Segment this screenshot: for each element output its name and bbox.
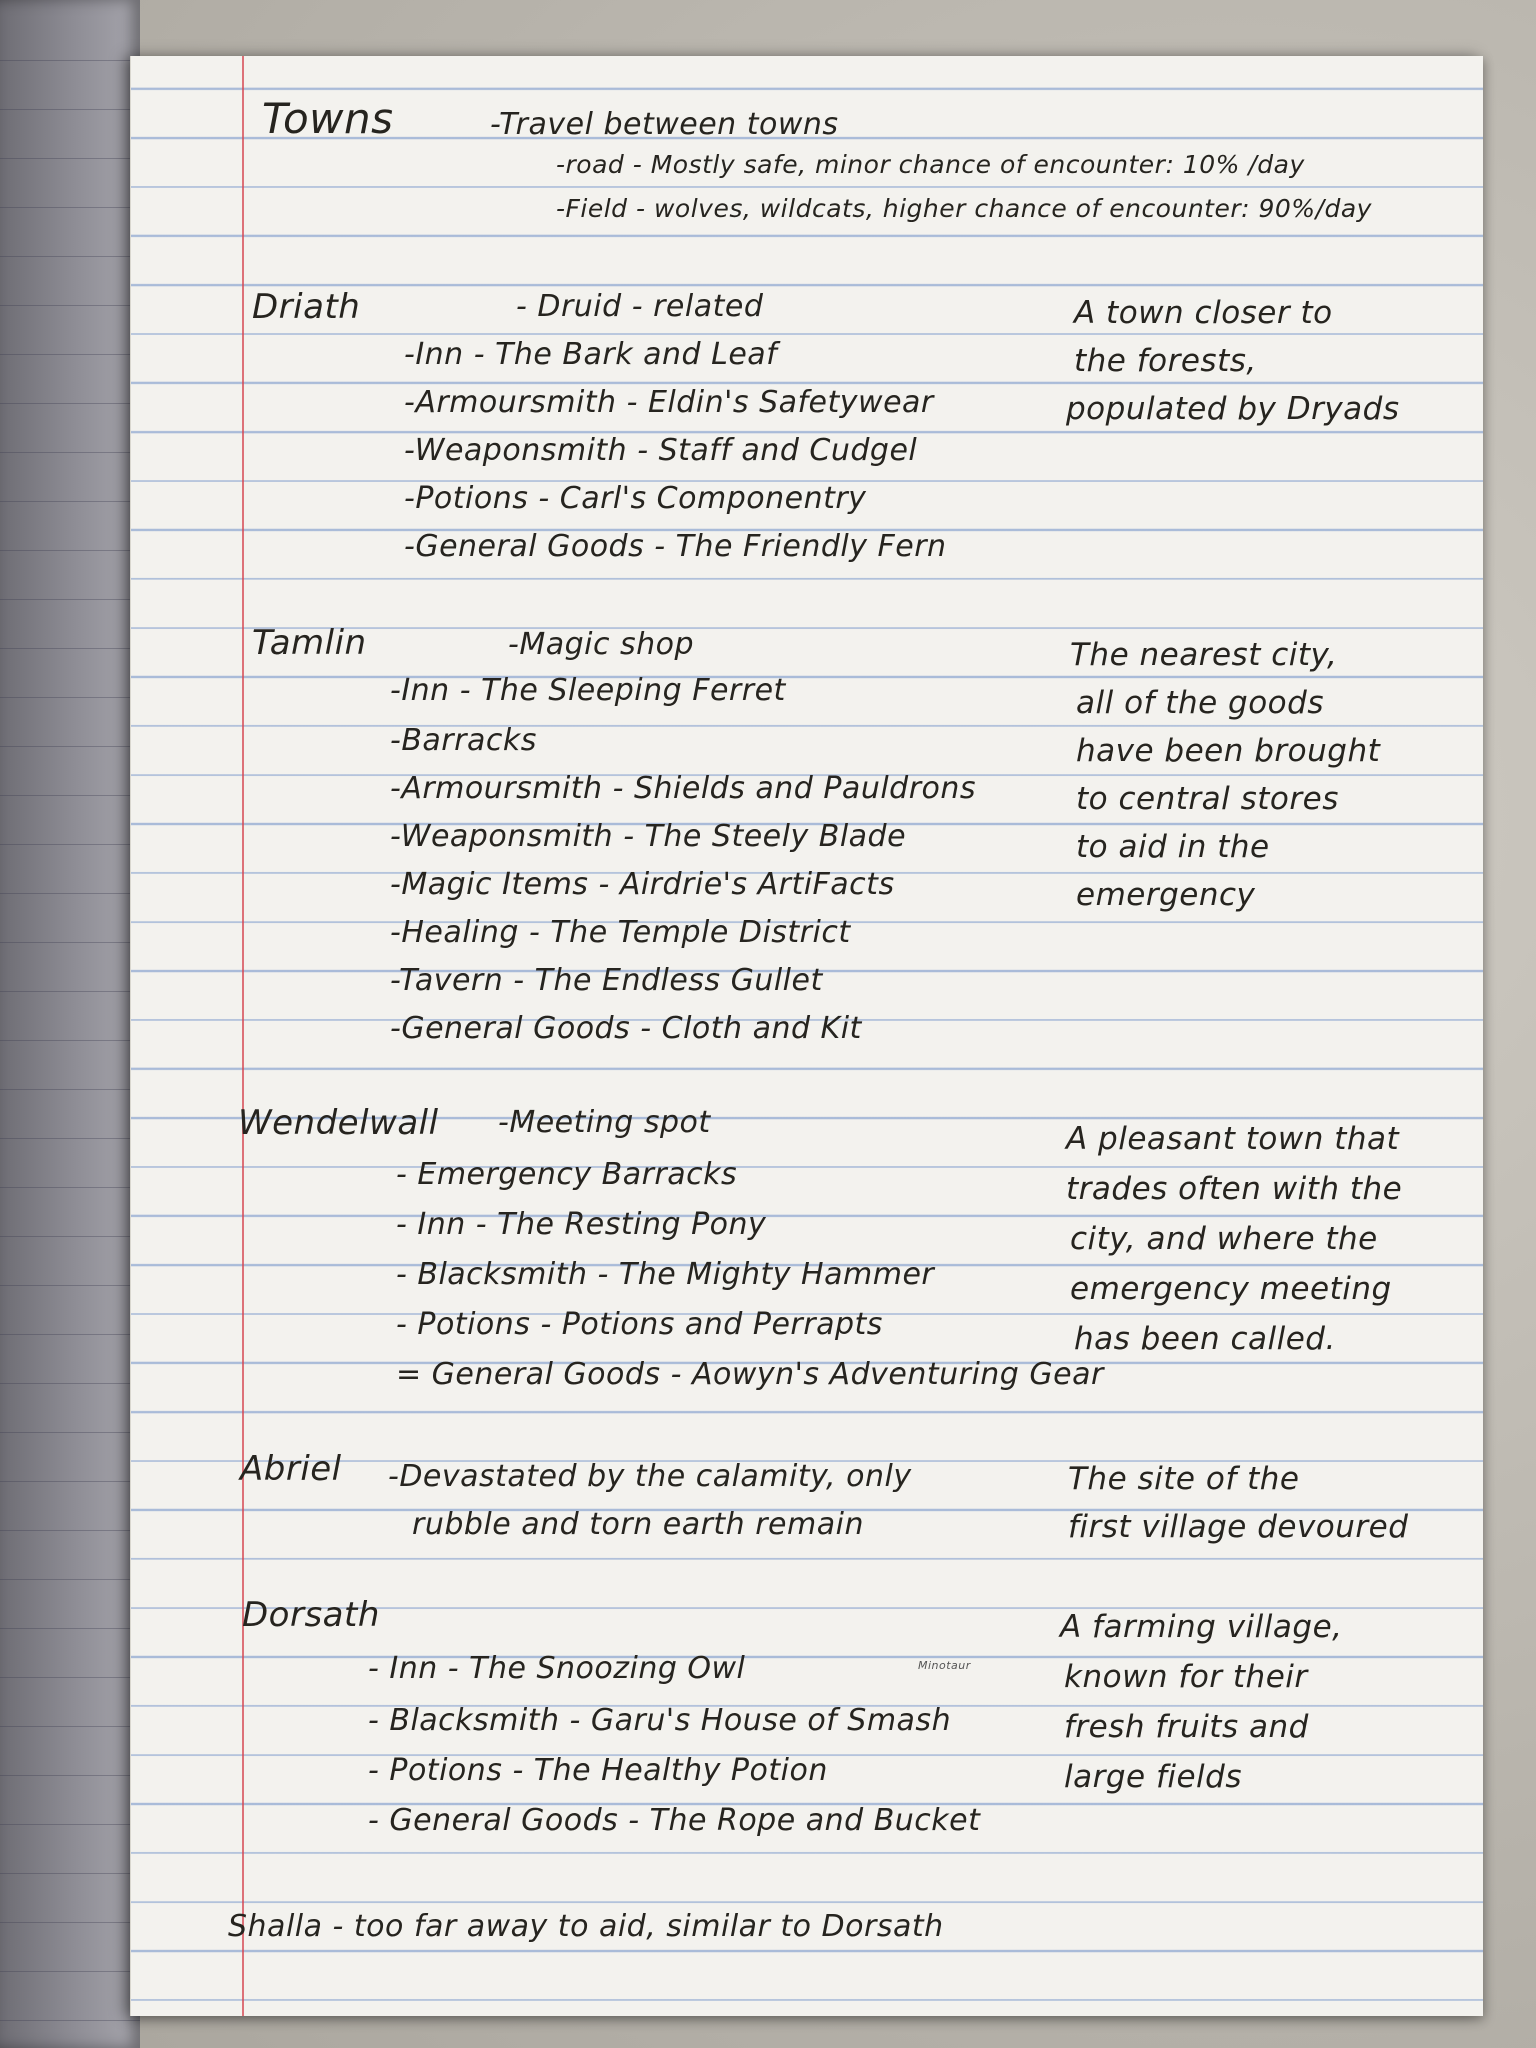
facing-page-rule bbox=[0, 109, 140, 110]
list-item: - Potions - Potions and Perrapts bbox=[396, 1307, 883, 1342]
town-desc-line: A town closer to bbox=[1074, 295, 1333, 331]
facing-page-rule bbox=[0, 1138, 140, 1139]
facing-page-rule bbox=[0, 1334, 140, 1335]
facing-page-rule bbox=[0, 746, 140, 747]
town-note-line: rubble and torn earth remain bbox=[412, 1507, 864, 1542]
list-item: -Armoursmith - Eldin's Safetywear bbox=[404, 385, 934, 420]
facing-page-rule bbox=[0, 893, 140, 894]
facing-page-rule bbox=[0, 991, 140, 992]
facing-page-rule bbox=[0, 1971, 140, 1972]
list-item: -Weaponsmith - Staff and Cudgel bbox=[404, 433, 918, 468]
list-item: - Inn - The Snoozing Owl bbox=[368, 1651, 746, 1686]
town-name-abriel: Abriel bbox=[240, 1449, 342, 1489]
facing-page-rule bbox=[0, 1922, 140, 1923]
town-name-wendelwall: Wendelwall bbox=[238, 1103, 439, 1143]
page-title: Towns bbox=[262, 94, 394, 143]
town-desc-line: A pleasant town that bbox=[1066, 1121, 1400, 1157]
town-name-driath: Driath bbox=[252, 287, 361, 327]
travel-road: -road - Mostly safe, minor chance of encounter: 10% /day bbox=[556, 150, 1305, 179]
facing-page-rule bbox=[0, 550, 140, 551]
list-item: -Inn - The Sleeping Ferret bbox=[390, 673, 786, 708]
town-desc-line: the forests, bbox=[1074, 343, 1257, 379]
facing-page-rule bbox=[0, 207, 140, 208]
town-desc-line: to central stores bbox=[1076, 781, 1339, 817]
town-desc-line: all of the goods bbox=[1076, 685, 1324, 721]
facing-page-rule bbox=[0, 1432, 140, 1433]
facing-page-rule bbox=[0, 1383, 140, 1384]
list-item: -Potions - Carl's Componentry bbox=[404, 481, 867, 516]
facing-page-rule bbox=[0, 942, 140, 943]
town-name-dorsath: Dorsath bbox=[242, 1595, 380, 1635]
town-desc-line: trades often with the bbox=[1066, 1171, 1403, 1207]
town-desc-line: known for their bbox=[1064, 1659, 1308, 1695]
town-desc-line: The site of the bbox=[1068, 1461, 1300, 1497]
list-item: -Tavern - The Endless Gullet bbox=[390, 963, 823, 998]
list-item: -Weaponsmith - The Steely Blade bbox=[390, 819, 907, 854]
facing-page-rule bbox=[0, 60, 140, 61]
facing-page-rule bbox=[0, 1236, 140, 1237]
facing-page-rule bbox=[0, 1824, 140, 1825]
town-desc-line: has been called. bbox=[1074, 1321, 1336, 1357]
list-item: -Armoursmith - Shields and Pauldrons bbox=[390, 771, 977, 806]
facing-page-rule bbox=[0, 403, 140, 404]
town-tag-tamlin: -Magic shop bbox=[508, 627, 695, 662]
facing-page-rule bbox=[0, 452, 140, 453]
list-item: -Healing - The Temple District bbox=[390, 915, 851, 950]
facing-page-rule bbox=[0, 1089, 140, 1090]
facing-page-rule bbox=[0, 256, 140, 257]
town-tag-wendelwall: -Meeting spot bbox=[498, 1105, 711, 1140]
facing-page-rule bbox=[0, 1775, 140, 1776]
facing-page-rule bbox=[0, 795, 140, 796]
facing-page-rule bbox=[0, 1579, 140, 1580]
town-desc-line: The nearest city, bbox=[1070, 637, 1338, 673]
town-note-line: -Devastated by the calamity, only bbox=[388, 1459, 912, 1494]
facing-page-rule bbox=[0, 1285, 140, 1286]
facing-page-rule bbox=[0, 1187, 140, 1188]
facing-page-rule bbox=[0, 501, 140, 502]
facing-page-rule bbox=[0, 354, 140, 355]
facing-page-rule bbox=[0, 1040, 140, 1041]
list-item: - Blacksmith - Garu's House of Smash bbox=[368, 1703, 952, 1738]
facing-page-rule bbox=[0, 1873, 140, 1874]
town-desc-line: emergency meeting bbox=[1070, 1271, 1392, 1307]
facing-page-rule bbox=[0, 1677, 140, 1678]
list-item: - Inn - The Resting Pony bbox=[396, 1207, 767, 1242]
list-item: -General Goods - The Friendly Fern bbox=[404, 529, 947, 564]
list-item: -Inn - The Bark and Leaf bbox=[404, 337, 778, 372]
list-item: - Potions - The Healthy Potion bbox=[368, 1753, 828, 1788]
town-desc-line: populated by Dryads bbox=[1066, 391, 1400, 427]
facing-page-rule bbox=[0, 1481, 140, 1482]
list-item: - General Goods - The Rope and Bucket bbox=[368, 1803, 981, 1838]
list-item: -General Goods - Cloth and Kit bbox=[390, 1011, 862, 1046]
facing-page-rule bbox=[0, 1628, 140, 1629]
facing-page-rule bbox=[0, 1726, 140, 1727]
list-item: - Blacksmith - The Mighty Hammer bbox=[396, 1257, 935, 1292]
list-item: = General Goods - Aowyn's Adventuring Gear bbox=[396, 1357, 1104, 1392]
town-line-shalla: Shalla - too far away to aid, similar to Dorsath bbox=[228, 1909, 944, 1944]
town-desc-line: first village devoured bbox=[1068, 1509, 1409, 1545]
town-tag-driath: - Druid - related bbox=[516, 289, 764, 324]
travel-heading: -Travel between towns bbox=[490, 107, 839, 142]
facing-page-rule bbox=[0, 599, 140, 600]
facing-page-rule bbox=[0, 844, 140, 845]
town-desc-line: emergency bbox=[1076, 877, 1256, 913]
facing-page-rule bbox=[0, 697, 140, 698]
town-desc-line: fresh fruits and bbox=[1064, 1709, 1309, 1745]
margin-note: Minotaur bbox=[918, 1659, 971, 1672]
town-desc-line: large fields bbox=[1064, 1759, 1242, 1795]
facing-page-rule bbox=[0, 1530, 140, 1531]
list-item: -Magic Items - Airdrie's ArtiFacts bbox=[390, 867, 895, 902]
facing-page-rule bbox=[0, 158, 140, 159]
town-desc-line: have been brought bbox=[1076, 733, 1381, 769]
town-desc-line: to aid in the bbox=[1076, 829, 1270, 865]
town-name-tamlin: Tamlin bbox=[252, 623, 367, 663]
facing-page-rule bbox=[0, 2020, 140, 2021]
facing-page-rule bbox=[0, 648, 140, 649]
list-item: -Barracks bbox=[390, 723, 537, 758]
town-desc-line: A farming village, bbox=[1060, 1609, 1343, 1645]
list-item: - Emergency Barracks bbox=[396, 1157, 738, 1192]
travel-field: -Field - wolves, wildcats, higher chance of encounter: 90%/day bbox=[556, 194, 1372, 223]
facing-page-rule bbox=[0, 305, 140, 306]
margin-line bbox=[242, 56, 244, 2016]
town-desc-line: city, and where the bbox=[1070, 1221, 1378, 1257]
facing-page bbox=[0, 0, 140, 2048]
